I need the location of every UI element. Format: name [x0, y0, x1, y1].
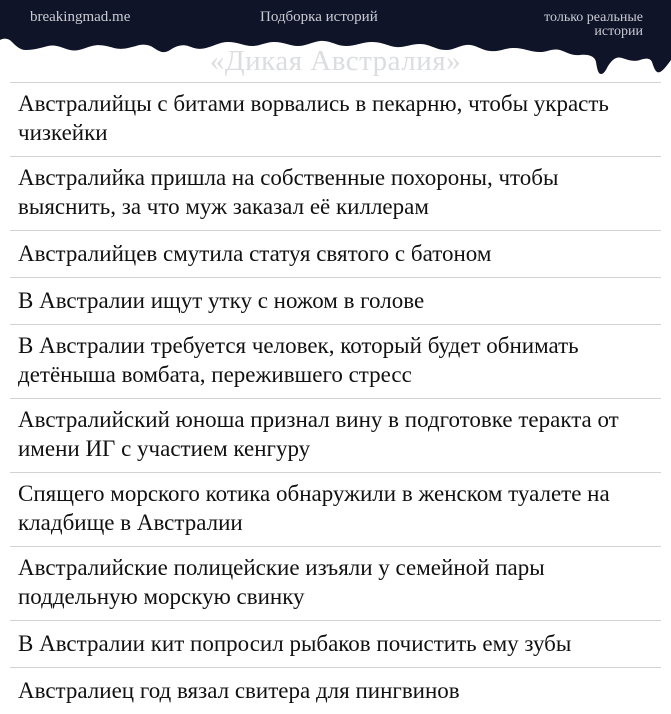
page-title: «Дикая Австралия» [209, 45, 462, 77]
story-item[interactable]: Австралийцы с битами ворвались в пекарню, чтобы украсть чизкейки [10, 82, 661, 156]
story-item[interactable]: Австралийский юноша признал вину в подготовке теракта от имени ИГ с участием кенгуру [10, 398, 661, 472]
story-item[interactable]: Австралийка пришла на собственные похороны, чтобы выяснить, за что муж заказал её киллерам [10, 156, 661, 230]
site-name[interactable]: breakingmad.me [30, 9, 131, 25]
story-item[interactable]: В Австралии требуется человек, который будет обнимать детёныша вомбата, пережившего стресс [10, 324, 661, 398]
story-item[interactable]: Спящего морского котика обнаружили в женском туалете на кладбище в Австралии [10, 472, 661, 546]
collection-label: Подборка историй [260, 9, 378, 25]
story-item[interactable]: В Австралии кит попросил рыбаков почистить ему зубы [10, 620, 661, 667]
story-item[interactable]: Австралиец год вязал свитера для пингвинов [10, 667, 661, 714]
story-item[interactable]: Австралийские полицейские изъяли у семейной пары поддельную морскую свинку [10, 546, 661, 620]
story-item[interactable]: Австралийцев смутила статуя святого с батоном [10, 230, 661, 277]
story-item[interactable]: В Австралии ищут утку с ножом в голове [10, 277, 661, 324]
tagline: только реальные истории [544, 10, 643, 39]
story-list [10, 82, 661, 714]
